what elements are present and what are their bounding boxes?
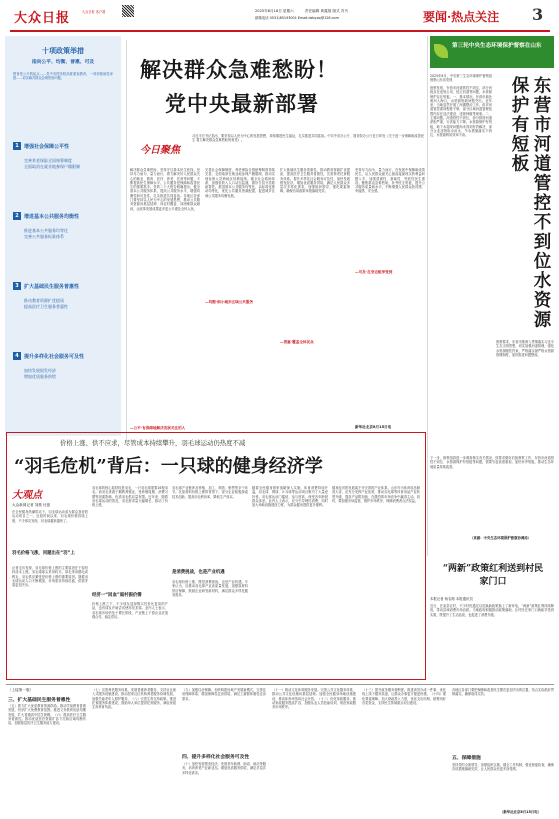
leaf-icon (434, 44, 448, 58)
masthead-date: 2025年8月16日 星期六 (255, 9, 294, 13)
lower-end: （新华社北京8月15日电） (500, 810, 541, 814)
masthead-sub: 大众日报 客户端 (82, 10, 106, 14)
lower-col-4: （十一）推动文化体育服务发展。完善公共文化服务体系，推动公共文化设施向基层延伸。加强全民健身场地设施建设，推动体育场馆向社会开放。（十二）优化家政服务。推动家政服务提质扩容，加强从业人员技能培训，规范家政服务市场秩序。 (272, 688, 356, 710)
feature-col-3: 羽毛球产业链涉及养殖、加工、制造、销售等多个环节。在原材料价格上涨的背景下，部分企业积极探索技术创新，提高羽毛利用率，降低生产成本。 (172, 486, 248, 499)
main-col-3: 扩大基础民生服务普惠性，推动教育资源扩优提质，提高医疗卫生服务普惠性，完善养老托育服务体系。提升多样化社会服务可及性，加快发展银发经济，增加优质服务供给，满足人民群众多层次多样化需求。加强组织领导，强化要素保障，确保各项政策举措落地见效。 (280, 168, 350, 194)
main-col-2: 完善社会保障制度，养老保险全国统筹制度持续完善，全面取消在就业地参保户籍限制，推动实现参保人员跨地区转移接续。健全社会救助体系，加强低收入人口动态监测，做好分层分类救助帮扶。推进基本公共服务均等化，以标准化推动均等化，优化公共服务资源配置，促进城乡区域公共服务均衡发展。 (205, 168, 275, 198)
sidebar-item-4: 4 提升多样化社会服务可及性 加快发展银发经济 增加优质服务供给 (13, 352, 119, 380)
lower-mid-sub: 四、提升多样化社会服务可及性 (182, 755, 250, 760)
feature-col-2: 羽毛球的核心原材料是羽毛，一只羽毛球需要16根羽毛。而羽毛来源于鹅鸭养殖业，受养殖周期、消费习惯等因素影响，优质羽毛供应量有限。近年来，随着羽毛球运动的普及，羽毛需求量大幅增长，推动了价格上涨。 (92, 486, 168, 508)
feature-col-4: 随着全民健身国家战略深入实施，体育消费持续升温，羽毛球、网球、乒乓球等运动项目吸引了大量爱好者。羽毛球运动门槛低、参与度高，深受各年龄段群众喜爱。业内人士表示，应当引导理性消费，同时加大场地设施建设力度，为群众健身提供更多便利。 (252, 486, 328, 508)
main-col-4: 坚持尽力而为、量力而行，在发展中保障和改善民生，从人民群众最关心最直接最现实的利益问题入手，加强普惠性、基础性、兜底性民生建设。聚焦群众急难愁盼，补齐民生短板，提升公共服务质量和水平，不断增强人民群众获得感、幸福感、安全感。 (355, 168, 425, 194)
page-number: 3 (532, 5, 544, 24)
main-col-1: 解决群众急难愁盼，坚持守住基本民生底线，坚持尽力而为、量力而行，着力解决好人民群众关心的就业、教育、医疗、养老、托育等问题，不断提高民生保障水平。公共服务是保障和改善民生的重要抓手。党的二十大报告明确提出，健全基本公共服务体系，提高公共服务水平，增强均衡性和可及性，扎实推进共同富裕。各地区各部门要坚持以人民为中心的发展思想，推动公共服务资源向基层延伸、向农村覆盖、向困难群众倾斜，让改革发展成果更多更公平惠及全体人民。 (130, 168, 200, 211)
feature-sub-b: 经济一“回血”庭村振价需 (92, 593, 142, 598)
sidebar-item-1: 1 增强社会保障公平性 完善养老保险全国统筹制度 全面取消在就业地参保户籍限制 (13, 142, 119, 170)
lower-col-5: （十三）提升政务服务便利度。推进高效办成一件事，优化线上线下服务渠道，让群众办事更方便更快捷。（十四）强化要素保障。加大财政投入力度，优化支出结构，统筹用好各类资金，支持民生领域重点项目建设。 (362, 688, 446, 705)
sidebar-item-2: 2 增进基本公共服务均衡性 推进基本公共服务均等化 完善公共服务标准体系 (13, 212, 119, 240)
sidebar-item-3: 3 扩大基础民生服务普惠性 推动教育资源扩优提质 提高医疗卫生服务普惠性 (13, 282, 119, 310)
main-headline-1: 解决群众急难愁盼！ (140, 57, 338, 82)
right-headline-text: 东营市河道管控不到位水资源保护有短板 (509, 76, 551, 330)
sidebar-intro: 教育是公平的起点……党中央国务院高度重视教育，一项项基础性举措……切实解决群众急难愁盼问题。 (13, 72, 113, 81)
feature-headline: “羽毛危机”背后：一只球的健身经济学 (14, 456, 323, 477)
qr-icon (122, 5, 134, 17)
lower-left-sub: 三、扩大基础民生服务普惠性 (8, 698, 71, 703)
right-headline (498, 76, 552, 334)
lower-col-6: 各地区各部门要把保障和改善民生摆在更加突出的位置，结合实际抓好贯彻落实，确保取得实效。 (452, 688, 554, 697)
masthead-logo: 大众日报 (14, 11, 71, 26)
feature-author: 大众新闻记者 刘燕 付振 (12, 503, 51, 507)
feature-col-2b: 价格上涨之下，不少球友选择购买性价比更高的产品，也有球友开始尝试使用尼龙球。业内人士表示，羽毛球市场仍处于增长阶段，产业链上下游企业应加强合作，稳定供应。 (92, 602, 168, 619)
feature-col-1: 在全民健身热潮带动下，羽毛球运动成为群众喜爱的运动项目之一。近段时间以来，羽毛球价格持续上涨，不少球友发现，羽毛球越来越贵了。 (12, 510, 88, 523)
right-source: （来源：中央生态环境保护督察协调局） (470, 536, 532, 540)
main-headline-2: 党中央最新部署 (165, 91, 319, 116)
main-byline: 新华社北京8月15日电 (355, 425, 392, 429)
lower-col-3b: （十）加快发展银发经济。发展老年助餐、助浴、助洁等服务，培育养老产业新业态。增加优质服务供给，满足多层次多样化需求。 (182, 762, 266, 775)
sidebar-panel (5, 36, 121, 436)
banner-text: 第三轮中央生态环境保护督察在山东 (452, 43, 542, 49)
sidebar-subtitle: 指向公平、均衡、普惠、可及 (31, 60, 95, 65)
feature-col-5: 健身经济的发展离不开完善的产业体系。山东作为体育用品制造大省，应充分发挥产业优势，推动羽毛球等体育用品产业转型升级，提高产品附加值，在激烈的市场竞争中赢得主动。同时，要加强市场监管，维护市场秩序，保障消费者合法权益。 (332, 486, 420, 503)
sidebar-title: 十项政策举措 (42, 46, 84, 55)
feature-sub-a: 羽毛价格飞涨，问题出在“羽”上 (12, 551, 75, 556)
masthead-email: 邮箱电话 0531)85193001 Email:dzbyao@126.com (255, 16, 339, 20)
feature-sub-c: 是消费挑战，也是产业机遇 (172, 570, 225, 575)
right-date: 2025年8月，中央第三生态环境保护督察组督察山东省发现 (430, 74, 492, 83)
column-logo: 大观点 (12, 490, 42, 501)
policy-byline: 本报记者 杨名路 本报通讯员 (430, 597, 473, 601)
right-body-3: 下一步，督察组将进一步调查核实有关情况，按要求做好后续督察工作。东营市河道管控不到位、水资源保护有短板等问题，需要引起高度重视，加快补齐短板，推动生态环境质量持续改善。 (430, 456, 554, 469)
lower-col-1: （五）着力扩大优质教育资源供给。推动学前教育普惠发展，有序扩大免费教育范围。推进义务教育优质均衡发展，扩大普通高中招生规模。（六）提高医疗卫生服务普惠性。推动优质医疗资源扩容下沉和区域均衡布局，加强基层医疗卫生服务能力建设。 (8, 704, 86, 726)
feature-col-3b: 羽毛球价格上涨，既是消费挑战，也是产业机遇。专家认为，应推动羽毛球产业高质量发展，加强原材料供应保障，鼓励企业研发新材料，满足群众多样化健身需求。 (172, 580, 248, 597)
lower-col-3: （九）加强住房保障。加快构建房地产发展新模式，完善住房保障体系，增加保障性住房供给，满足工薪群体刚性住房需求。 (182, 688, 266, 701)
masthead (0, 0, 559, 30)
right-body-1: 督察发现，东营市河道管控不到位，部分河段存在违规占用、侵占河道等问题，水资源保护存在短板。一、基本情况。东营市地处黄河入海口，水资源短缺问题突出。近年来，当地虽然开展了河湖整治工作，但对河道管控重视程度不够，部分区域河道管理范围内存在违法建设、违规种植等现象。二、主要问题。河道管控不到位，部分排涝河道淤积严重，行洪能力下降。水资源保护有短板，地下水超采问题尚未得到有效解决，部分企业违规取水用水，节水措施落实不到位，水资源利用效率不高。 (430, 86, 492, 138)
main-summary: 习近平总书记指出，要坚持以人民为中心的发展思想，持续增进民生福祉，扎实推进共同富裕。中共中央办公厅、国务院办公厅近日印发《关于进一步保障和改善民生 着力解决群众急难愁盼的意见》。 (192, 134, 424, 143)
lower-col-6b: 坚持党的全面领导，加强组织实施，健全工作机制，强化督促检查，确保各项措施落地见效，让人民群众有更多获得感。 (452, 763, 554, 772)
main-sub-4: —可及·在身边能享受到 (355, 270, 425, 275)
main-sub-3: —普惠·覆盖全体民众 (280, 340, 350, 345)
main-sub-2: —均衡·细小城乡区域公共服务 (205, 300, 275, 305)
policy-body: 近日，在某县农村，不少村民通过以旧换新政策换上了新家电。“两新”政策红利持续释放，带动县域消费市场活跃。当地政府积极推动政策落地，让村民在家门口就能享受到实惠，既提升了生活品质，也促进了消费升级。 (430, 604, 554, 617)
section-title: 要闻·热点关注 (423, 10, 500, 24)
lower-left-label: （上接第一版） (8, 688, 34, 692)
focus-tag: 今日聚焦 (140, 145, 180, 156)
feature-col-1b: 记者走访发现，羽毛球价格上涨的主要原因在于原材料成本上涨。羽毛球球头采用软木，球毛采用鹅毛或鸭毛，羽毛供应紧张是价格上涨的重要原因。随着羽毛球运动人口不断增加，市场需求持续旺盛，供需矛盾更加突出。 (12, 566, 88, 588)
policy-title: “两新”政策红利送到村民家门口 (442, 564, 544, 587)
main-sub-1: —公平·有保障地解决发展关注的人 (130, 426, 186, 430)
lower-right-sub: 五、保障措施 (452, 756, 481, 761)
lower-col-2: （七）完善养老服务体系。发展普惠养老服务，支持社区嵌入式服务设施建设。推动居家社区机构养老服务协调发展，加强失能老年人照护服务。（八）完善生育支持政策。推进托育服务体系建设，鼓励用人单位提供托育服务，减轻家庭生育养育负担。 (92, 688, 176, 710)
feature-kicker: 价格上涨、供不应求，尽管成本持续攀升，羽毛球运动仍热度不减 (60, 439, 246, 447)
masthead-editor: 责任编辑 黄露翔 版式 冯书 (305, 9, 348, 13)
green-banner (430, 36, 554, 68)
right-body-2: 督察要求，东营市要深入贯彻落实习近平生态文明思想，切实加强河道管理，强化水资源刚性约束，严格落实最严格水资源管理制度，加快推进问题整改。 (496, 340, 554, 357)
